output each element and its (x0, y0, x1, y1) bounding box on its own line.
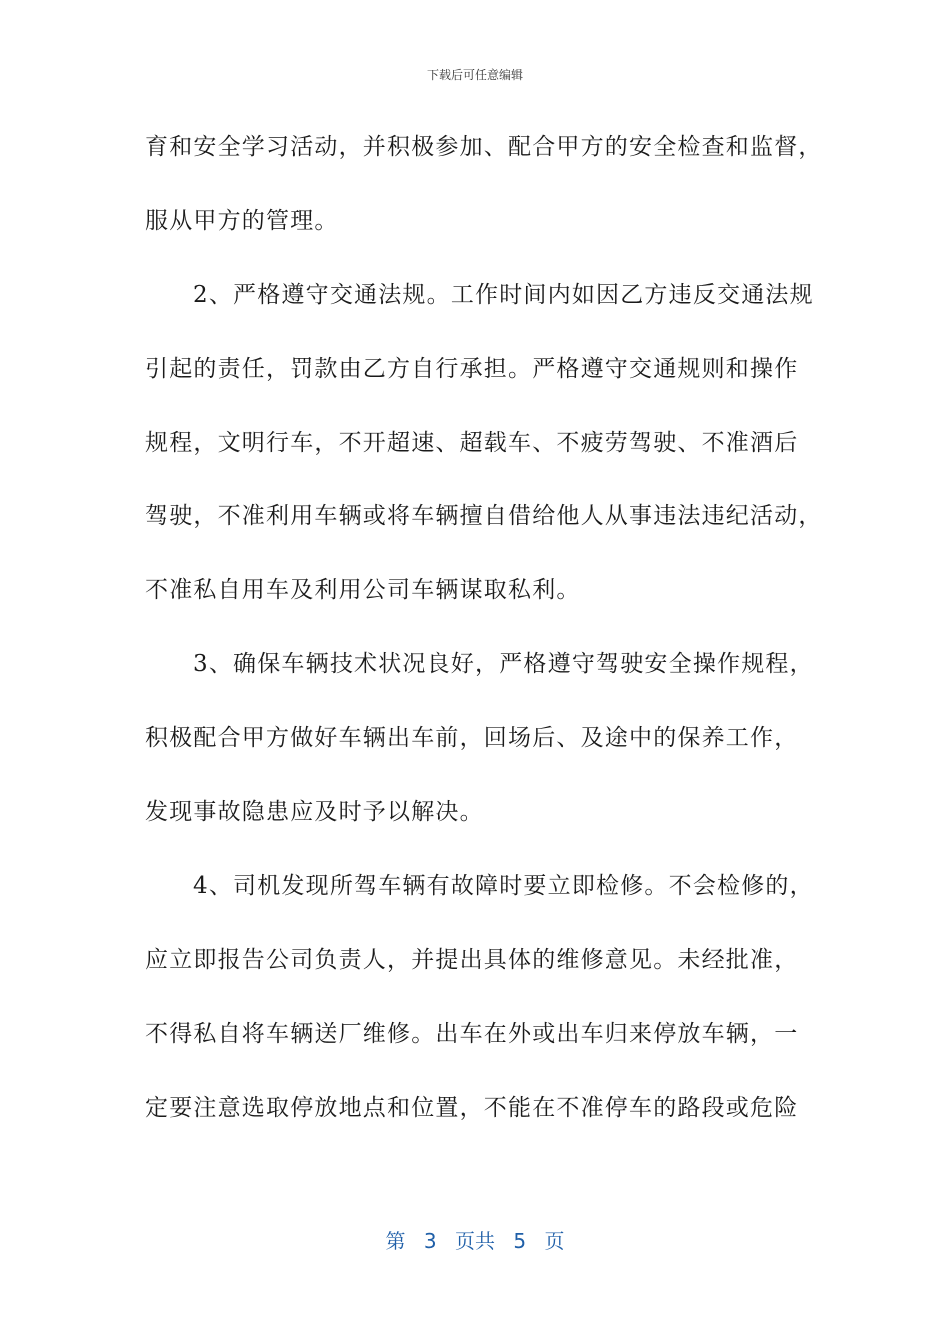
header-note: 下载后可任意编辑 (426, 68, 523, 82)
text-line-12: 应立即报告公司负责人，并提出具体的维修意见。未经批准， (145, 946, 799, 973)
text-line-7: 不准私自用车及利用公司车辆谋取私利。 (145, 577, 581, 604)
page-number: 3 (423, 1229, 437, 1253)
text-line-9: 积极配合甲方做好车辆出车前，回场后、及途中的保养工作， (145, 725, 799, 752)
text-line-11: 4、司机发现所驾车辆有故障时要立即检修。不会检修的， (193, 872, 814, 899)
text-line-5: 规程，文明行车，不开超速、超载车、不疲劳驾驶、不准酒后 (145, 429, 799, 456)
document-body (145, 125, 823, 1159)
page-label-suffix: 页 (544, 1229, 565, 1253)
page-label-middle: 页共 (455, 1229, 495, 1253)
text-line-13: 不得私自将车辆送厂维修。出车在外或出车归来停放车辆，一 (145, 1020, 799, 1047)
text-line-8: 3、确保车辆技术状况良好，严格遵守驾驶安全操作规程， (193, 651, 814, 678)
text-line-10: 发现事故隐患应及时予以解决。 (145, 799, 484, 826)
page-total: 5 (513, 1229, 527, 1253)
text-line-6: 驾驶，不准利用车辆或将车辆擅自借给他人从事违法违纪活动， (145, 503, 823, 530)
text-line-2: 服从甲方的管理。 (145, 207, 339, 234)
page-footer (0, 1225, 950, 1254)
page-label-prefix: 第 (385, 1229, 406, 1253)
text-line-1: 育和安全学习活动，并积极参加、配合甲方的安全检查和监督， (145, 134, 823, 160)
text-line-3: 2、严格遵守交通法规。工作时间内如因乙方违反交通法规 (193, 281, 814, 308)
text-line-4: 引起的责任，罚款由乙方自行承担。严格遵守交通规则和操作 (145, 355, 799, 382)
text-line-14: 定要注意选取停放地点和位置，不能在不准停车的路段或危险 (145, 1094, 799, 1121)
